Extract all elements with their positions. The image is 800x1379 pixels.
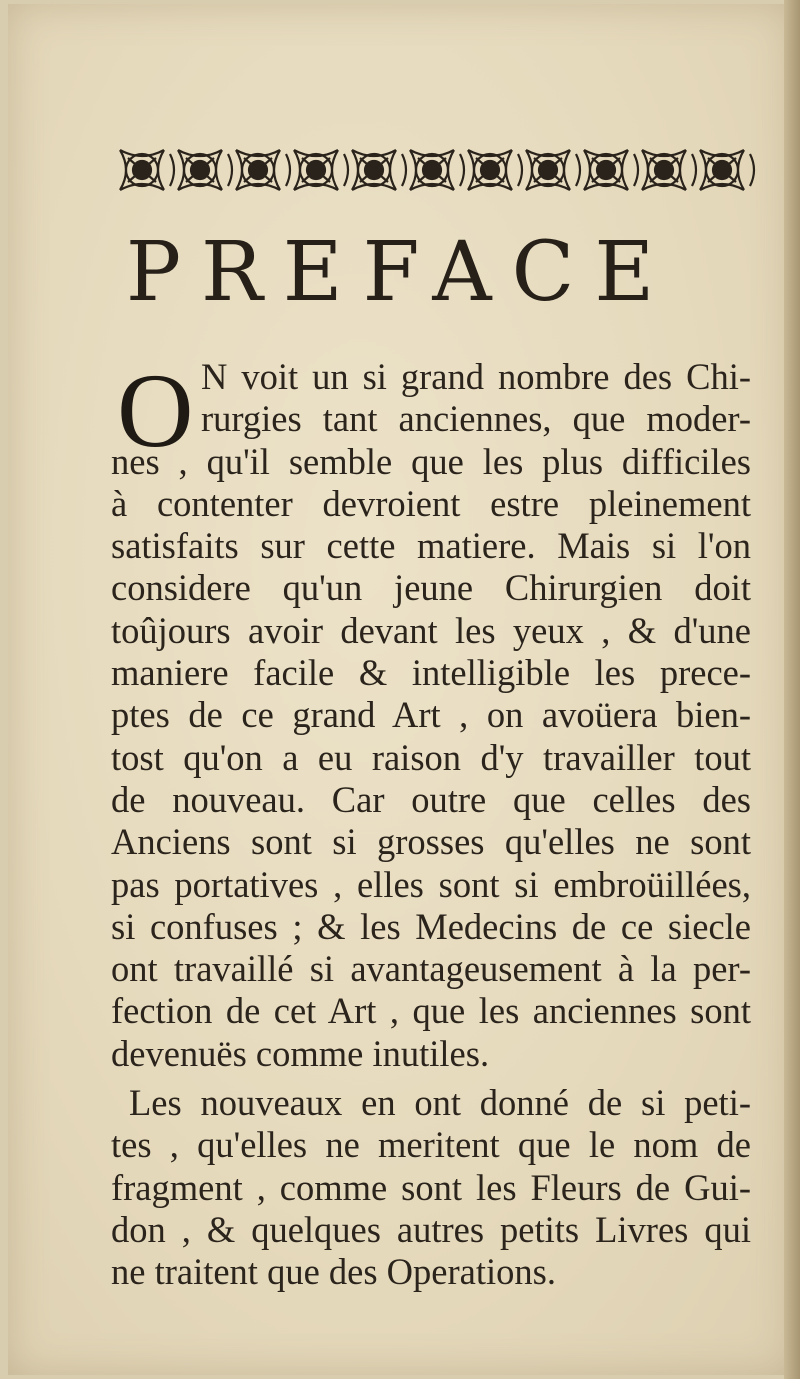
text-line: don , & quelques autres petits Livres qui: [111, 1208, 751, 1250]
text-line: si confuses ; & les Medecins de ce siecle: [111, 905, 751, 947]
text-line: satisfaits sur cette matiere. Mais si l'on: [111, 525, 751, 567]
text-line: de nouveau. Car outre que celles des: [111, 778, 751, 820]
page-edge-shadow: [784, 0, 800, 1379]
text-line: ont travaillé si avantageusement à la per-: [111, 948, 751, 990]
ornament-band: [114, 140, 758, 200]
preface-text: [111, 352, 751, 1294]
text-line: fection de cet Art , que les anciennes sont: [111, 990, 751, 1032]
text-line: devenuës comme inutiles.: [111, 1032, 490, 1074]
book-page: [8, 4, 792, 1375]
text-line: Les nouveaux en ont donné de si peti-: [129, 1082, 751, 1124]
text-line: considere qu'un jeune Chirurgien doit: [111, 567, 751, 609]
text-line: tost qu'on a eu raison d'y travailler tout: [111, 736, 751, 778]
text-line: rurgies tant anciennes, que moder-: [201, 398, 751, 440]
paragraph-1: [111, 352, 751, 1075]
text-line: tes , qu'elles ne meritent que le nom de: [111, 1124, 751, 1166]
text-line: pas portatives , elles sont si embroüillées,: [111, 863, 751, 905]
text-line: maniere facile & intelligible les prece-: [111, 652, 751, 694]
text-line: toûjours avoir devant les yeux , & d'une: [111, 609, 751, 651]
text-line: Anciens sont si grosses qu'elles ne sont: [111, 821, 751, 863]
text-line: à contenter devroient estre pleinement: [111, 482, 751, 524]
text-line: ptes de ce grand Art , on avoüera bien-: [111, 694, 751, 736]
text-line: fragment , comme sont les Fleurs de Gui-: [111, 1166, 751, 1208]
text-line: ne traitent que des Operations.: [111, 1251, 556, 1293]
text-line: N voit un si grand nombre des Chi-: [201, 356, 751, 397]
page-title: PREFACE: [125, 225, 675, 320]
drop-cap: O: [117, 352, 194, 469]
paragraph-2: [111, 1082, 751, 1293]
text-line: nes , qu'il semble que les plus difficiles: [111, 440, 751, 482]
